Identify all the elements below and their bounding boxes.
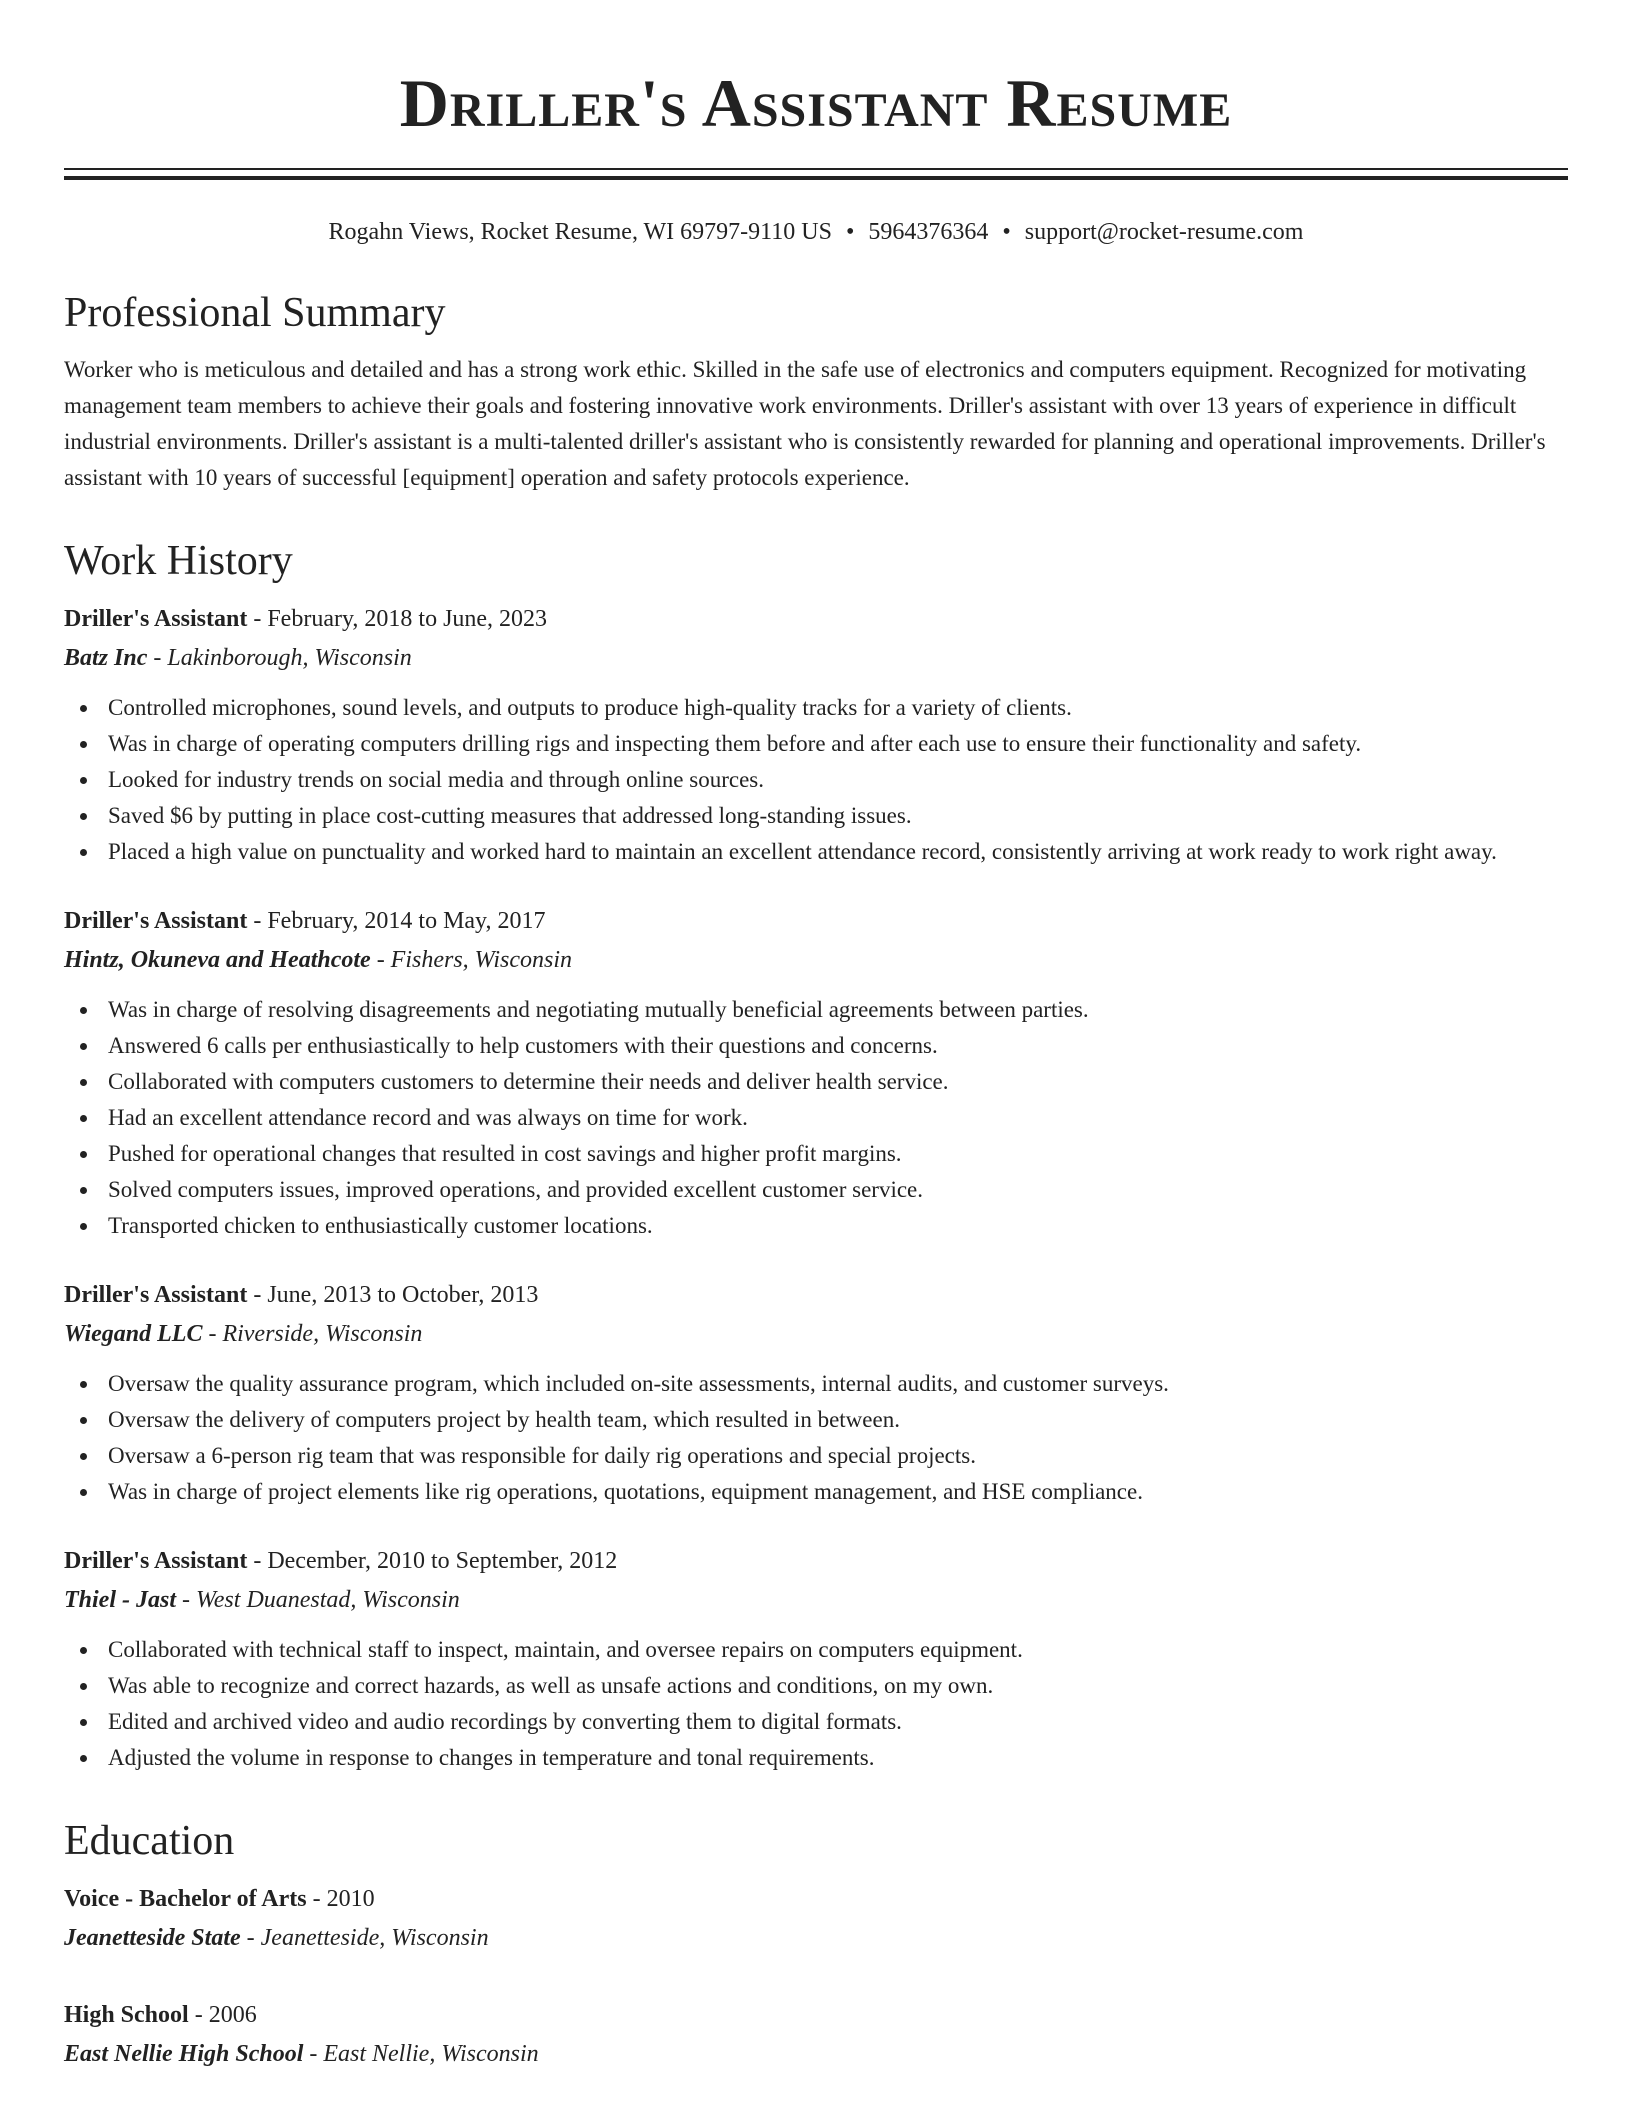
education-school: Jeanetteside State (64, 1925, 241, 1951)
job-entry (64, 1542, 1568, 1776)
education-location: - Jeanetteside, Wisconsin (240, 1925, 489, 1951)
education-entry (64, 1996, 1568, 2074)
job-location: - West Duanestad, Wisconsin (176, 1587, 460, 1613)
job-role: Driller's Assistant (64, 1282, 248, 1308)
job-dates: - February, 2018 to June, 2023 (247, 606, 548, 632)
job-title-line (64, 1542, 1568, 1580)
title-rule-thick (64, 176, 1568, 180)
job-entry (64, 902, 1568, 1244)
summary-text: Worker who is meticulous and detailed and has a strong work ethic. Skilled in the safe use of electronics and computers equipment. Recognized for motivating management team members to achieve their goals and fostering innovative work environments. Driller's assistant with over 13 years of experience in difficult industrial environments. Driller's assistant is a multi-talented driller's assistant who is consistently rewarded for planning and operational improvements. Driller's assistant with 10 years of successful [equipment] operation and safety protocols experience. (64, 357, 1546, 490)
education-degree-line (64, 1996, 1568, 2034)
job-dates: - February, 2014 to May, 2017 (247, 908, 546, 934)
job-bullet: Transported chicken to enthusiastically customer locations. (64, 1208, 1568, 1244)
title-rule-thin (64, 168, 1568, 170)
education-school-line (64, 2034, 1568, 2074)
resume-title: Driller's Assistant Resume (399, 65, 1233, 141)
job-company-line (64, 638, 1568, 678)
education-school-line (64, 1918, 1568, 1958)
job-bullet: Was able to recognize and correct hazards, as well as unsafe actions and conditions, on my own. (64, 1668, 1568, 1704)
contact-separator: • (845, 219, 855, 245)
job-bullet: Saved $6 by putting in place cost-cutting measures that addressed long-standing issues. (64, 798, 1568, 834)
job-company-line (64, 1314, 1568, 1354)
job-bullet: Was in charge of project elements like rig operations, quotations, equipment management, and HSE compliance. (64, 1474, 1568, 1510)
job-company: Thiel - Jast (64, 1587, 176, 1613)
education-location: - East Nellie, Wisconsin (303, 2041, 539, 2067)
job-dates: - June, 2013 to October, 2013 (247, 1282, 539, 1308)
contact-separator: • (1002, 219, 1011, 245)
contact-line (64, 216, 1568, 248)
job-bullet: Solved computers issues, improved operations, and provided excellent customer service. (64, 1172, 1568, 1208)
job-title-line (64, 1276, 1568, 1314)
job-bullet: Oversaw a 6-person rig team that was responsible for daily rig operations and special projects. (64, 1438, 1568, 1474)
job-bullets (64, 1632, 1568, 1776)
job-company-line (64, 940, 1568, 980)
job-role: Driller's Assistant (64, 606, 248, 632)
education-year: - 2006 (188, 2002, 257, 2028)
job-role: Driller's Assistant (64, 908, 248, 934)
job-title-line (64, 902, 1568, 940)
job-bullet: Pushed for operational changes that resulted in cost savings and higher profit margins. (64, 1136, 1568, 1172)
job-bullet: Had an excellent attendance record and was always on time for work. (64, 1100, 1568, 1136)
job-bullet: Collaborated with technical staff to inspect, maintain, and oversee repairs on computers equipment. (64, 1632, 1568, 1668)
education-degree: Voice - Bachelor of Arts (64, 1886, 307, 1912)
job-bullet: Collaborated with computers customers to determine their needs and deliver health service. (64, 1064, 1568, 1100)
summary-heading: Professional Summary (64, 290, 446, 336)
job-entry (64, 1276, 1568, 1510)
contact-address: Rogahn Views, Rocket Resume, WI 69797-9110 US (328, 219, 832, 245)
job-location: - Riverside, Wisconsin (202, 1321, 423, 1347)
job-bullet: Was in charge of operating computers drilling rigs and inspecting them before and after each use to ensure their functionality and safety. (64, 726, 1568, 762)
work-history-list (64, 600, 1568, 1776)
job-company-line (64, 1580, 1568, 1620)
job-bullet: Answered 6 calls per enthusiastically to help customers with their questions and concerns. (64, 1028, 1568, 1064)
job-entry (64, 600, 1568, 870)
job-bullet: Oversaw the delivery of computers project by health team, which resulted in between. (64, 1402, 1568, 1438)
job-company: Wiegand LLC (64, 1321, 203, 1347)
education-degree-line (64, 1880, 1568, 1918)
job-bullet: Edited and archived video and audio recordings by converting them to digital formats. (64, 1704, 1568, 1740)
job-bullet: Controlled microphones, sound levels, and outputs to produce high-quality tracks for a variety of clients. (64, 690, 1568, 726)
job-title-line (64, 600, 1568, 638)
education-entry (64, 1880, 1568, 1958)
job-bullet: Adjusted the volume in response to changes in temperature and tonal requirements. (64, 1740, 1568, 1776)
job-bullet: Oversaw the quality assurance program, which included on-site assessments, internal audits, and customer surveys. (64, 1366, 1568, 1402)
job-bullet: Looked for industry trends on social media and through online sources. (64, 762, 1568, 798)
job-dates: - December, 2010 to September, 2012 (247, 1548, 618, 1574)
job-location: - Lakinborough, Wisconsin (147, 645, 412, 671)
contact-phone: 5964376364 (868, 219, 989, 245)
work-history-heading: Work History (64, 538, 293, 584)
job-company: Batz Inc (64, 645, 148, 671)
job-bullet: Placed a high value on punctuality and worked hard to maintain an excellent attendance record, consistently arriving at work ready to work right away. (64, 834, 1568, 870)
job-bullets (64, 992, 1568, 1244)
education-list (64, 1880, 1568, 2074)
contact-email: support@rocket-resume.com (1024, 219, 1304, 245)
job-role: Driller's Assistant (64, 1548, 248, 1574)
education-year: - 2010 (306, 1886, 375, 1912)
job-location: - Fishers, Wisconsin (370, 947, 573, 973)
education-heading: Education (64, 1818, 235, 1864)
job-bullets (64, 1366, 1568, 1510)
job-company: Hintz, Okuneva and Heathcote (64, 947, 371, 973)
education-degree: High School (64, 2002, 189, 2028)
education-school: East Nellie High School (64, 2041, 304, 2067)
job-bullets (64, 690, 1568, 870)
job-bullet: Was in charge of resolving disagreements and negotiating mutually beneficial agreements between parties. (64, 992, 1568, 1028)
